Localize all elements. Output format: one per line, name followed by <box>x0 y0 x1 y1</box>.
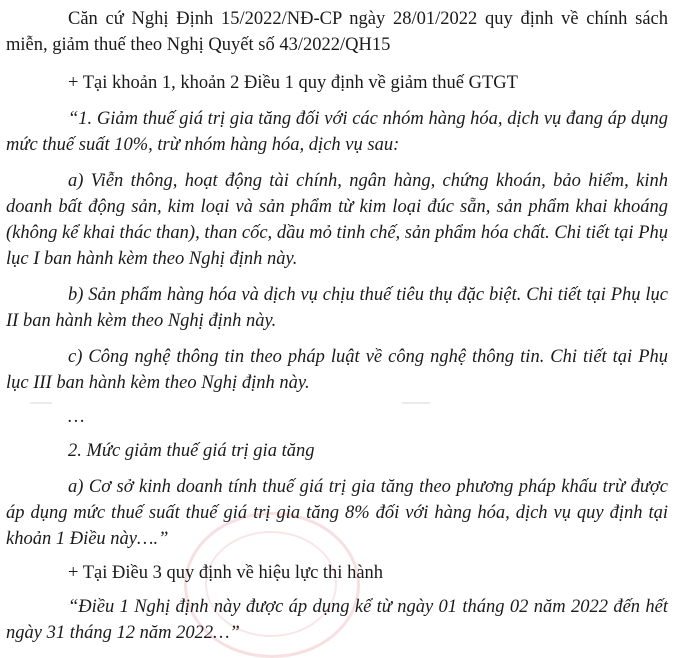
quote-item-c: c) Công nghệ thông tin theo pháp luật về công nghệ thông tin. Chi tiết tại Phụ lục III ban hành kèm theo Nghị định này. <box>6 347 668 393</box>
quote-item-2a: a) Cơ sở kinh doanh tính thuế giá trị gia tăng theo phương pháp khấu trừ được áp dụng mức thuế suất thuế giá trị gia tăng 8% đối với hàng hóa, dịch vụ quy định tại khoản 1 Điều này….” <box>6 477 668 549</box>
ellipsis-line: … <box>68 407 85 427</box>
effective-date-quote: “Điều 1 Nghị định này được áp dụng kể từ ngày 01 tháng 02 năm 2022 đến hết ngày 31 tháng 12 năm 2022…” <box>6 597 668 643</box>
intro-paragraph: Căn cứ Nghị Định 15/2022/NĐ-CP ngày 28/01/2022 quy định về chính sách miễn, giảm thuế theo Nghị Quyết số 43/2022/QH15 <box>6 9 668 55</box>
quote-item-b: b) Sản phẩm hàng hóa và dịch vụ chịu thuế tiêu thụ đặc biệt. Chi tiết tại Phụ lục II ban hành kèm theo Nghị định này. <box>6 285 668 331</box>
quote-item-1: “1. Giảm thuế giá trị gia tăng đối với các nhóm hàng hóa, dịch vụ đang áp dụng mức thuế suất 10%, trừ nhóm hàng hóa, dịch vụ sau: <box>6 109 668 155</box>
quote-item-2: 2. Mức giảm thuế giá trị gia tăng <box>68 441 315 461</box>
clause-reference: + Tại khoản 1, khoản 2 Điều 1 quy định về giảm thuế GTGT <box>68 73 518 93</box>
article-reference: + Tại Điều 3 quy định về hiệu lực thi hành <box>68 563 384 583</box>
quote-item-a: a) Viễn thông, hoạt động tài chính, ngân hàng, chứng khoán, bảo hiểm, kinh doanh bất động sản, kim loại và sản phẩm từ kim loại đúc sẵn, sản phẩm khai khoáng (không kể khai thác than), than cốc, dầu mỏ tinh chế, sản phẩm hóa chất. Chi tiết tại Phụ lục I ban hành kèm theo Nghị định này. <box>6 171 668 269</box>
